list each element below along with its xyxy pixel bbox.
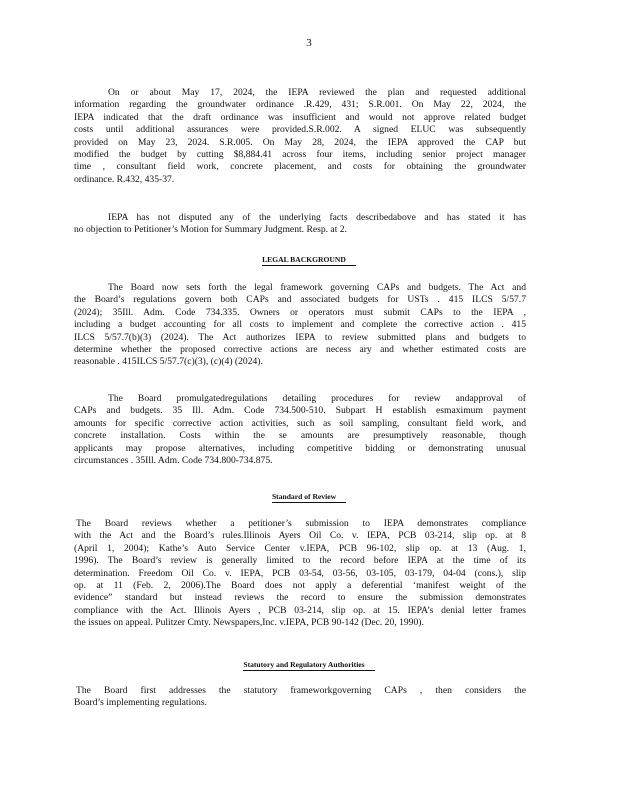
heading-standard-of-review-text: Standard of Review [272,492,346,503]
paragraph-line: determination. Freedom Oil Co. v. IEPA, PCB 03-54, 03-56, 03-105, 03-179, 04-04 (cons.), slip [74,567,526,579]
paragraph-line: modified the budget by cutting $8,884.41 across four items, including senior project manager [74,149,526,161]
paragraph-line: the issues on appeal. Pulitzer Cmty. Newspapers,Inc. v.IEPA, PCB 90-142 (Dec. 20, 1990). [74,617,424,629]
paragraph-line: costs until additional assurances were provided.S.R.002. A signed ELUC was subsequently [74,124,526,136]
heading-standard-of-review [0,492,618,503]
paragraph-line: The Board now sets forth the legal framework governing CAPs and budgets. The Act and [108,282,526,293]
paragraph-line: provided on May 23, 2024. S.R.005. On May 28, 2024, the IEPA approved the CAP but [74,136,526,148]
paragraph-line: IEPA indicated that the draft ordinance was insufficient and would not approve related budget [74,111,526,123]
paragraph-line: The Board first addresses the statutory frameworkgoverning CAPs , then considers the [76,685,526,696]
paragraph-line: time , consultant field work, concrete placement, and costs for obtaining the groundwater [74,161,526,173]
heading-legal-background-text: LEGAL BACKGROUND [262,255,356,266]
paragraph-line: 1996). The Board’s review is generally limited to the record before IEPA at the time of its [74,555,526,567]
paragraph-line: (2024); 35Ill. Adm. Code 734.335. Owners or operators must submit CAPs to the IEPA , [74,306,526,318]
heading-statutory-authorities-text: Statutory and Regulatory Authorities [243,660,374,671]
paragraph-line: with the Act and the Board’s rules.Illinois Ayers Oil Co. v. IEPA, PCB 03-214, slip op. at 8 [74,530,526,542]
paragraph-line: On or about May 17, 2024, the IEPA reviewed the plan and requested additional [108,87,526,98]
paragraph-line: CAPs and budgets. 35 Ill. Adm. Code 734.500-510. Subpart H establish esmaximum payment [74,405,526,417]
paragraph-line: compliance with the Act. Illinois Ayers , PCB 03-214, slip op. at 15. IEPA’s denial letter frames [74,604,526,616]
paragraph-no-dispute [74,212,526,237]
paragraph-line: applicants may propose alternatives, including competitive bidding or demonstrating unusual [74,442,526,454]
paragraph-regulations [74,393,526,467]
paragraph-line: evidence” standard but instead reviews the record to ensure the submission demonstrates [74,592,526,604]
paragraph-line: information regarding the groundwater ordinance .R.429, 431; S.R.001. On May 22, 2024, the [74,99,526,111]
paragraph-line: amounts for specific corrective action activities, such as soil sampling, consultant field work, and [74,417,526,429]
paragraph-line: reasonable . 415ILCS 5/57.7(c)(3), (c)(4) (2024). [74,356,263,368]
paragraph-standard-of-review [74,518,526,630]
paragraph-line: circumstances . 35Ill. Adm. Code 734.800-734.875. [74,455,273,467]
paragraph-line: ILCS 5/57.7(b)(3) (2024). The Act authorizes IEPA to review submitted plans and budgets to [74,331,526,343]
paragraph-line: no objection to Petitioner’s Motion for Summary Judgment. Resp. at 2. [74,224,347,236]
heading-legal-background [0,255,618,266]
paragraph-line: including a budget accounting for all costs to implement and complete the corrective action . 415 [74,319,526,331]
paragraph-facts [74,87,526,186]
paragraph-line: op. at 11 (Feb. 2, 2006).The Board does not apply a deferential ‘manifest weight of the [74,580,526,592]
page-number: 3 [306,37,312,49]
paragraph-line: The Board promulgatedregulations detailing procedures for review andapproval of [108,393,526,404]
paragraph-line: concrete installation. Costs within the se amounts are presumptively reasonable, though [74,430,526,442]
heading-statutory-authorities [0,660,618,671]
paragraph-line: (April 1, 2004); Kathe’s Auto Service Center v.IEPA, PCB 96-102, slip op. at 13 (Aug. 1, [74,542,526,554]
paragraph-line: Board’s implementing regulations. [74,697,207,709]
paragraph-framework-intro [74,685,526,710]
paragraph-line: The Board reviews whether a petitioner’s submission to IEPA demonstrates compliance [76,518,526,529]
paragraph-line: determine whether the proposed corrective actions are necess ary and whether estimated costs are [74,344,526,356]
paragraph-line: IEPA has not disputed any of the underlying facts describedabove and has stated it has [108,212,526,223]
paragraph-line: ordinance. R.432, 435-37. [74,173,175,185]
paragraph-line: the Board’s regulations govern both CAPs and associated budgets for USTs . 415 ILCS 5/57.7 [74,294,526,306]
paragraph-legal-framework [74,282,526,369]
